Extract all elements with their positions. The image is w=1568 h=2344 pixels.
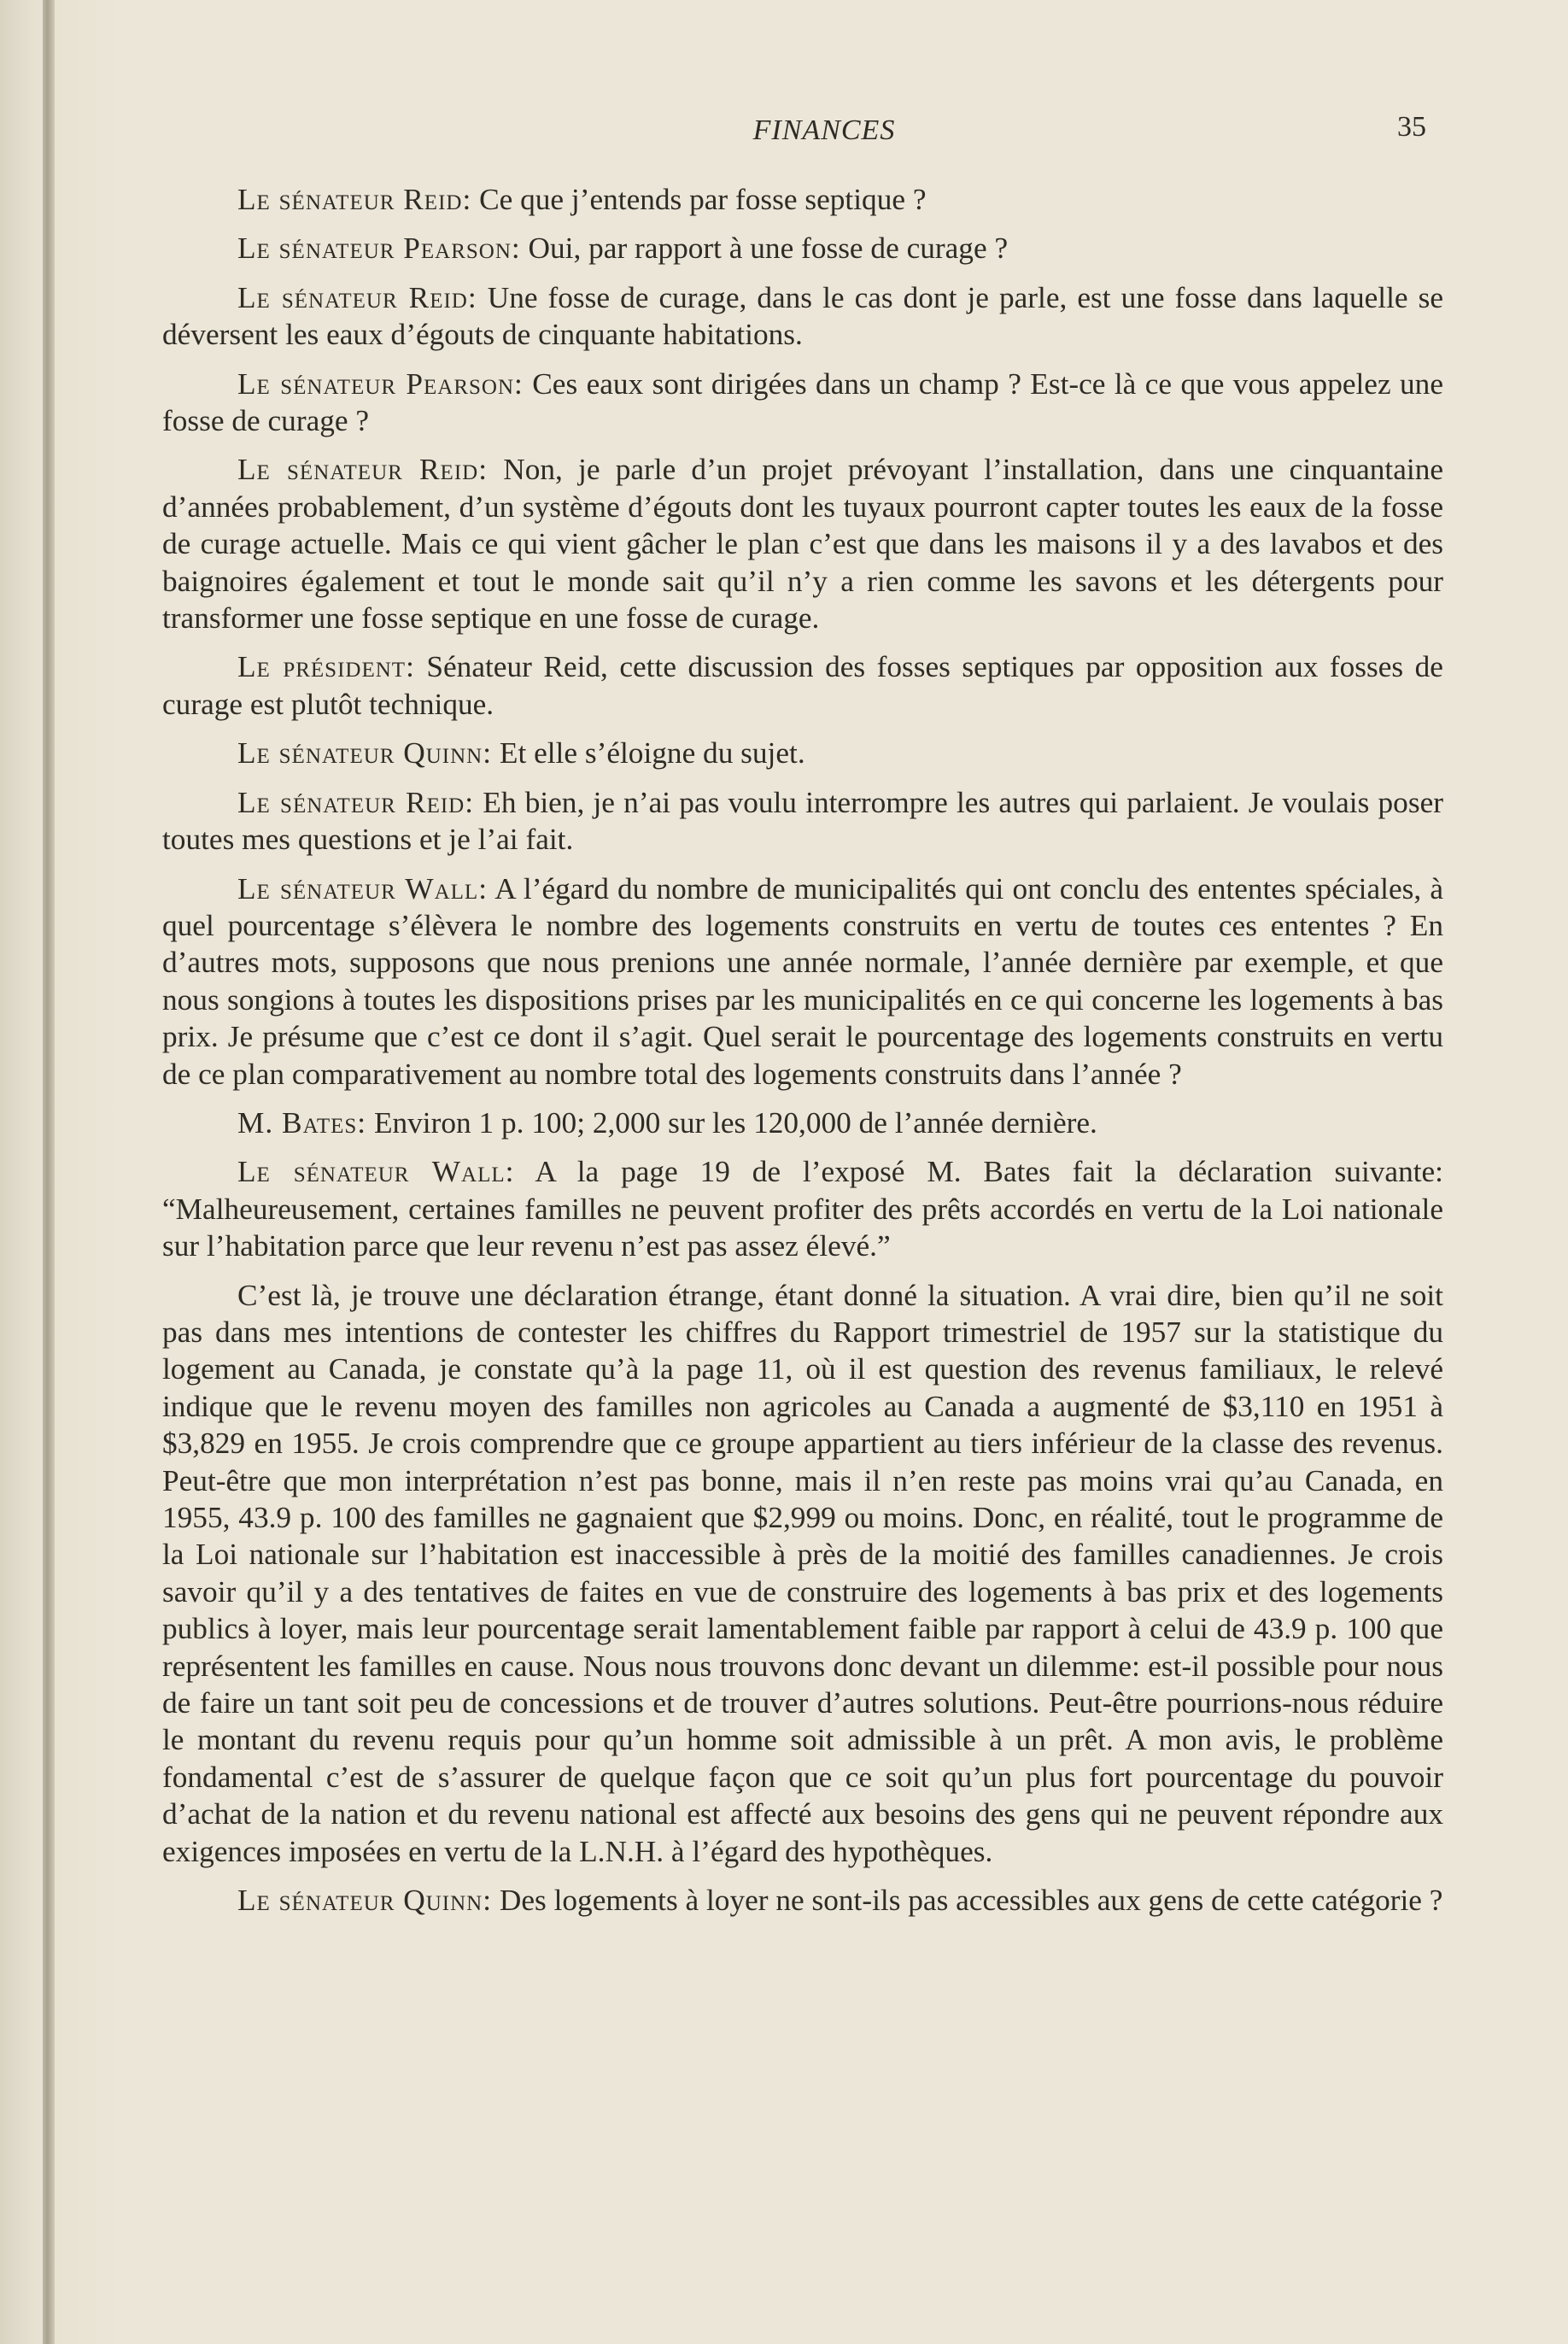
speaker-name: Le sénateur Wall:: [237, 871, 488, 905]
paragraph: [162, 366, 1443, 440]
paragraph-text: Eh bien, je n’ai pas voulu interrompre les autres qui parlaient. Je voulais poser toutes mes questions et je l’ai fait.: [162, 785, 1443, 857]
paragraph-text: C’est là, je trouve une déclaration étrange, étant donné la situation. A vrai dire, bien qu’il ne soit pas dans mes intentions de contester les chiffres du Rapport trimestriel de 1957 sur la statistique du logement au Canada, je constate qu’à la page 11, où il est question des revenus familiaux, le relevé indique que le revenu moyen des familles non agricoles au Canada a augmenté de $3,110 en 1951 à $3,829 en 1955. Je crois comprendre que ce groupe appartient au tiers inférieur de la classe des revenus. Peut-être que mon interprétation n’est pas bonne, mais il n’en reste pas moins vrai qu’au Canada, en 1955, 43.9 p. 100 des familles ne gagnaient que $2,999 ou moins. Donc, en réalité, tout le programme de la Loi nationale sur l’habitation est inaccessible à près de la moitié des familles canadiennes. Je crois savoir qu’il y a des tentatives de faites en vue de construire des logements à bas prix et des logements publics à loyer, mais leur pourcentage serait lamentablement faible par rapport à celui de 43.9 p. 100 que représentent les familles en cause. Nous nous trouvons donc devant un dilemme: est-il possible pour nous de faire un tant soit peu de concessions et de trouver d’autres solutions. Peut-être pourrions-nous réduire le montant du revenu requis pour qu’un homme soit admissible à un prêt. A mon avis, le problème fondamental c’est de s’assurer de quelque façon que ce soit qu’un plus fort pourcentage du pouvoir d’achat de la nation et du revenu national est affecté aux besoins des gens qui ne peuvent répondre aux exigences imposées en vertu de la L.N.H. à l’égard des hypothèques.: [162, 1278, 1443, 1868]
speaker-name: Le président:: [237, 650, 415, 684]
paragraph-text: Ce que j’entends par fosse septique ?: [471, 183, 927, 216]
paragraph: [162, 1105, 1443, 1141]
paragraph: [162, 181, 1443, 218]
speaker-name: Le sénateur Quinn:: [237, 736, 493, 771]
speaker-name: Le sénateur Pearson:: [237, 366, 524, 401]
speaker-name: Le sénateur Reid:: [237, 280, 477, 314]
body-text: [162, 181, 1443, 1931]
speaker-name: Le sénateur Pearson:: [237, 231, 521, 266]
paragraph: [162, 870, 1443, 1093]
paragraph-text: Oui, par rapport à une fosse de curage ?: [520, 231, 1009, 266]
paragraph-text: Des logements à loyer ne sont-ils pas accessibles aux gens de cette catégorie ?: [492, 1884, 1443, 1918]
paragraph: [162, 784, 1443, 858]
paragraph: [162, 735, 1443, 771]
paragraph-text: Ces eaux sont dirigées dans un champ ? Est-ce là ce que vous appelez une fosse de curage ?: [162, 366, 1443, 438]
paragraph: [162, 648, 1443, 723]
paragraph: [162, 230, 1443, 267]
page-number: 35: [1397, 111, 1426, 143]
running-title: FINANCES: [752, 114, 896, 146]
paragraph-text: A l’égard du nombre de municipalités qui ont conclu des ententes spéciales, à quel pourcentage s’élèvera le nombre des logements construits en vertu de toutes ces ententes ? En d’autres mots, supposons que nous prenions une année normale, l’année dernière par exemple, et que nous songions à toutes les dispositions prises par les municipalités en ce qui concerne les logements à bas prix. Je présume que c’est ce dont il s’agit. Quel serait le pourcentage des logements construits en vertu de ce plan comparativement au nombre total des logements construits dans l’année ?: [162, 871, 1443, 1091]
paragraph: [162, 1153, 1443, 1264]
speaker-name: Le sénateur Reid:: [237, 453, 489, 487]
speaker-name: Le sénateur Reid:: [237, 785, 475, 819]
paragraph-text: Et elle s’éloigne du sujet.: [492, 736, 805, 771]
paragraph-text: Une fosse de curage, dans le cas dont je parle, est une fosse dans laquelle se déversent les eaux d’égouts de cinquante habitations.: [162, 280, 1443, 352]
paragraph: [162, 279, 1443, 354]
speaker-name: Le sénateur Wall:: [237, 1155, 515, 1189]
book-spine-shadow: [43, 0, 55, 2344]
paragraph-text: Environ 1 p. 100; 2,000 sur les 120,000 de l’année dernière.: [366, 1105, 1097, 1140]
paragraph: [162, 1882, 1443, 1919]
speaker-name: Le sénateur Reid:: [237, 183, 472, 216]
paragraph-text: Non, je parle d’un projet prévoyant l’installation, dans une cinquantaine d’années probablement, d’un système d’égouts dont les tuyaux pourront capter toutes les eaux de la fosse de curage actuelle. Mais ce qui vient gâcher le plan c’est que dans les maisons il y a des lavabos et des baignoires également et tout le monde sait qu’il n’y a rien comme les savons et les détergents pour transformer une fosse septique en une fosse de curage.: [162, 453, 1444, 636]
paragraph-text: A la page 19 de l’exposé M. Bates fait la déclaration suivante: “Malheureusement, certaines familles ne peuvent profiter des prêts accordés en vertu de la Loi nationale sur l’habitation parce que leur revenu n’est pas assez élevé.”: [162, 1155, 1443, 1263]
speaker-name: M. Bates:: [237, 1105, 367, 1140]
paragraph-text: Sénateur Reid, cette discussion des fosses septiques par opposition aux fosses de curage est plutôt technique.: [162, 650, 1443, 721]
running-header: [196, 111, 1452, 157]
paragraph: [162, 451, 1443, 636]
paragraph: [162, 1277, 1443, 1871]
speaker-name: Le sénateur Quinn:: [237, 1884, 493, 1918]
